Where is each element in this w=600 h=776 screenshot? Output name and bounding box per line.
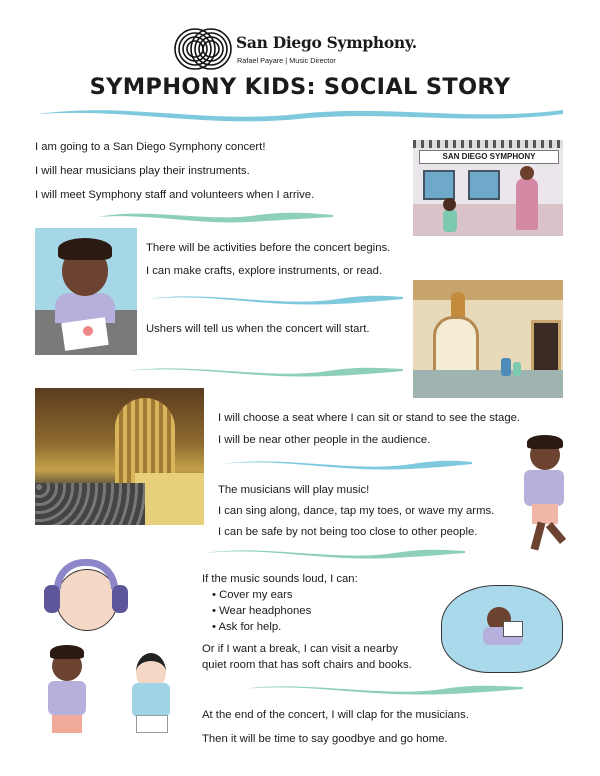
story-text: The musicians will play music! [218, 484, 370, 496]
divider-wave [98, 207, 333, 225]
story-text: I will be near other people in the audience. [218, 434, 431, 446]
concert-hall-lobby-illustration [413, 280, 563, 398]
page-title: SYMPHONY KIDS: SOCIAL STORY [89, 74, 511, 100]
building-illustration [413, 140, 563, 236]
beanbag-reading-illustration [437, 575, 565, 675]
child-crafting-illustration [35, 228, 137, 355]
story-text: If the music sounds loud, I can: [202, 573, 358, 585]
divider-wave [128, 362, 403, 380]
dancing-child-illustration [512, 430, 582, 555]
building-sign: SAN DIEGO SYMPHONY [419, 150, 559, 164]
story-text: quiet room that has soft chairs and books. [202, 659, 412, 671]
divider-wave [243, 680, 523, 698]
story-text: I will meet Symphony staff and volunteers when I arrive. [35, 189, 315, 201]
list-item-text: Cover my ears [219, 589, 293, 601]
story-text: I can be safe by not being too close to other people. [218, 526, 478, 538]
story-text: I am going to a San Diego Symphony concert! [35, 141, 266, 153]
coping-list [212, 588, 311, 636]
list-item-text: Ask for help. [218, 621, 282, 633]
story-text: I can make crafts, explore instruments, or read. [146, 265, 383, 277]
divider-wave [148, 290, 403, 308]
story-text: I can sing along, dance, tap my toes, or wave my arms. [218, 505, 495, 517]
list-item: • Wear headphones [212, 605, 312, 617]
divider-wave [205, 544, 465, 562]
story-text: I will choose a seat where I can sit or stand to see the stage. [218, 412, 521, 424]
list-item: • Ask for help. [212, 621, 282, 633]
story-text: Or if I want a break, I can visit a nearby [202, 643, 398, 655]
list-item-text: Wear headphones [219, 605, 312, 617]
brand-subtitle: Rafael Payare | Music Director [237, 56, 336, 65]
brand-name: San Diego Symphony. [236, 33, 417, 52]
auditorium-illustration [35, 388, 204, 525]
story-text: At the end of the concert, I will clap for the musicians. [202, 709, 469, 721]
story-text: Ushers will tell us when the concert will start. [146, 323, 370, 335]
two-children-clapping-illustration [40, 645, 182, 753]
story-text: There will be activities before the concert begins. [146, 242, 391, 254]
list-item: • Cover my ears [212, 589, 293, 601]
child-with-headphones-illustration [40, 555, 132, 640]
story-text: I will hear musicians play their instruments. [35, 165, 250, 177]
divider-wave [222, 455, 472, 473]
story-text: Then it will be time to say goodbye and go home. [202, 733, 448, 745]
symphony-logo-icon [173, 20, 233, 78]
divider-wave [38, 102, 563, 124]
